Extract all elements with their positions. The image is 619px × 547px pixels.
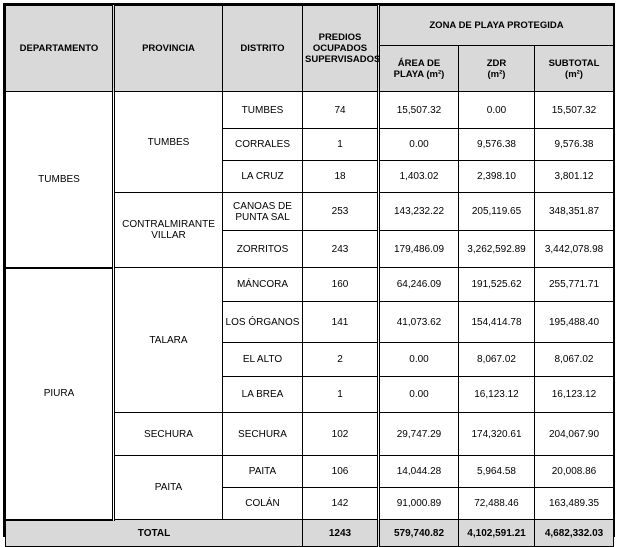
- cell-zdr: 154,414.78: [459, 302, 535, 343]
- total-subtotal: 4,682,332.03: [535, 520, 614, 547]
- cell-distrito: PAITA: [223, 456, 303, 488]
- cell-predios: 243: [303, 231, 379, 268]
- cell-distrito: CANOAS DE PUNTA SAL: [223, 193, 303, 231]
- total-label: TOTAL: [6, 520, 303, 547]
- total-area: 579,740.82: [379, 520, 459, 547]
- beach-zone-table-frame: [3, 3, 615, 537]
- cell-area: 14,044.28: [379, 456, 459, 488]
- cell-distrito: LOS ÓRGANOS: [223, 302, 303, 343]
- cell-subtotal: 348,351.87: [535, 193, 614, 231]
- header-distrito: DISTRITO: [223, 6, 303, 92]
- header-zdr: ZDR (m²): [459, 46, 535, 92]
- cell-subtotal: 3,442,078.98: [535, 231, 614, 268]
- cell-area: 64,246.09: [379, 268, 459, 302]
- cell-subtotal: 3,801.12: [535, 161, 614, 193]
- cell-subtotal: 16,123.12: [535, 377, 614, 413]
- cell-provincia: TUMBES: [114, 92, 223, 193]
- cell-zdr: 0.00: [459, 92, 535, 129]
- cell-area: 0.00: [379, 129, 459, 161]
- cell-distrito: COLÁN: [223, 488, 303, 520]
- total-predios: 1243: [303, 520, 379, 547]
- cell-zdr: 16,123.12: [459, 377, 535, 413]
- total-zdr: 4,102,591.21: [459, 520, 535, 547]
- cell-zdr: 2,398.10: [459, 161, 535, 193]
- cell-provincia: PAITA: [114, 456, 223, 520]
- cell-provincia: TALARA: [114, 268, 223, 413]
- cell-area: 15,507.32: [379, 92, 459, 129]
- cell-predios: 106: [303, 456, 379, 488]
- cell-area: 0.00: [379, 377, 459, 413]
- cell-area: 41,073.62: [379, 302, 459, 343]
- cell-predios: 142: [303, 488, 379, 520]
- cell-distrito: MÁNCORA: [223, 268, 303, 302]
- cell-zdr: 205,119.65: [459, 193, 535, 231]
- cell-departamento: TUMBES: [6, 92, 114, 268]
- cell-subtotal: 163,489.35: [535, 488, 614, 520]
- cell-zdr: 8,067.02: [459, 343, 535, 377]
- cell-predios: 2: [303, 343, 379, 377]
- header-area: ÁREA DE PLAYA (m²): [379, 46, 459, 92]
- cell-zdr: 72,488.46: [459, 488, 535, 520]
- header-subtotal: SUBTOTAL (m²): [535, 46, 614, 92]
- cell-subtotal: 195,488.40: [535, 302, 614, 343]
- total-row: [6, 520, 614, 547]
- header-provincia: PROVINCIA: [114, 6, 223, 92]
- cell-subtotal: 8,067.02: [535, 343, 614, 377]
- table-row: [6, 92, 614, 129]
- cell-zdr: 5,964.58: [459, 456, 535, 488]
- cell-predios: 160: [303, 268, 379, 302]
- cell-distrito: ZORRITOS: [223, 231, 303, 268]
- cell-zdr: 3,262,592.89: [459, 231, 535, 268]
- header-predios: PREDIOS OCUPADOS SUPERVISADOS: [303, 6, 379, 92]
- header-zona: ZONA DE PLAYA PROTEGIDA: [379, 6, 614, 46]
- cell-predios: 1: [303, 129, 379, 161]
- cell-distrito: EL ALTO: [223, 343, 303, 377]
- cell-area: 29,747.29: [379, 413, 459, 456]
- cell-subtotal: 20,008.86: [535, 456, 614, 488]
- cell-area: 0.00: [379, 343, 459, 377]
- cell-zdr: 174,320.61: [459, 413, 535, 456]
- table-row: [6, 268, 614, 302]
- cell-predios: 74: [303, 92, 379, 129]
- cell-distrito: SECHURA: [223, 413, 303, 456]
- table-body: [6, 92, 614, 520]
- cell-predios: 1: [303, 377, 379, 413]
- cell-zdr: 191,525.62: [459, 268, 535, 302]
- cell-area: 1,403.02: [379, 161, 459, 193]
- cell-subtotal: 255,771.71: [535, 268, 614, 302]
- cell-predios: 141: [303, 302, 379, 343]
- cell-predios: 18: [303, 161, 379, 193]
- cell-area: 179,486.09: [379, 231, 459, 268]
- cell-predios: 102: [303, 413, 379, 456]
- cell-area: 143,232.22: [379, 193, 459, 231]
- cell-subtotal: 15,507.32: [535, 92, 614, 129]
- cell-provincia: SECHURA: [114, 413, 223, 456]
- header-departamento: DEPARTAMENTO: [6, 6, 114, 92]
- cell-predios: 253: [303, 193, 379, 231]
- cell-distrito: TUMBES: [223, 92, 303, 129]
- table-header: [6, 6, 614, 92]
- cell-distrito: LA BREA: [223, 377, 303, 413]
- cell-subtotal: 9,576.38: [535, 129, 614, 161]
- cell-area: 91,000.89: [379, 488, 459, 520]
- cell-zdr: 9,576.38: [459, 129, 535, 161]
- beach-zone-table: [5, 5, 614, 547]
- cell-distrito: LA CRUZ: [223, 161, 303, 193]
- cell-departamento: PIURA: [6, 268, 114, 520]
- cell-provincia: CONTRALMIRANTE VILLAR: [114, 193, 223, 268]
- cell-distrito: CORRALES: [223, 129, 303, 161]
- cell-subtotal: 204,067.90: [535, 413, 614, 456]
